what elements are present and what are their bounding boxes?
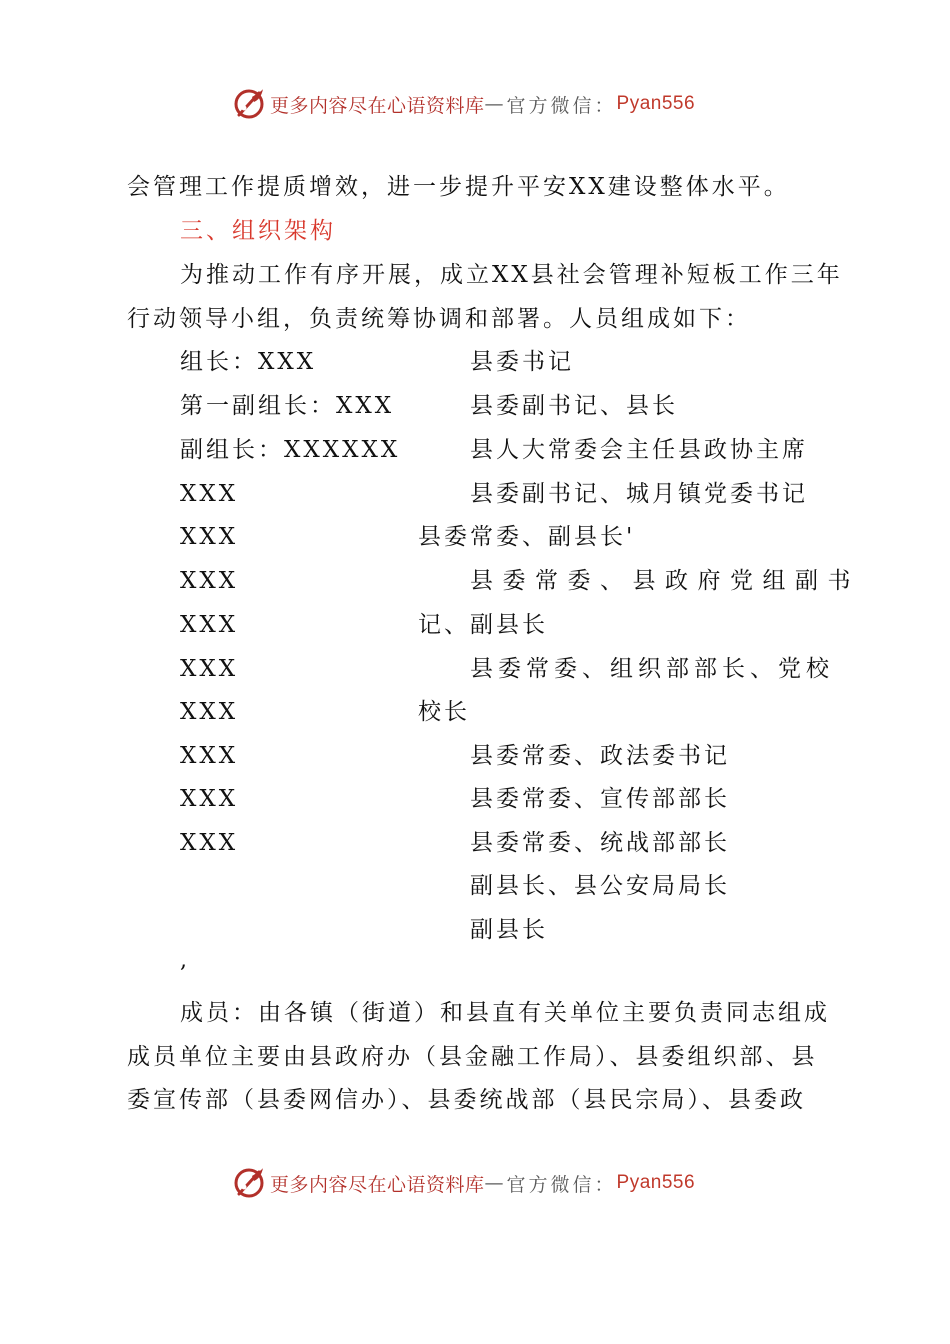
leader-name: XXX: [180, 612, 239, 638]
banner-separator: —: [484, 93, 507, 115]
banner-title: 更多内容尽在心语资料库: [270, 94, 485, 117]
leader-title: 校长: [418, 699, 470, 725]
banner-wechat-label: 官方微信：: [506, 94, 617, 117]
leader-title: 县委常委、宣传部部长: [470, 786, 730, 812]
leader-title: 县委常委、统战部部长: [470, 830, 730, 856]
leader-name: XXX: [180, 786, 239, 812]
quill-logo-icon: [232, 87, 266, 121]
banner-title: 更多内容尽在心语资料库: [270, 1173, 485, 1196]
leader-name: XXX: [180, 524, 239, 550]
leader-name: XXX: [180, 830, 239, 856]
leader-title: 县委副书记、县长: [470, 393, 678, 419]
intro-line-1: 为推动工作有序开展，成立XX县社会管理补短板工作三年: [180, 262, 843, 288]
leader-title: 副县长: [470, 917, 548, 943]
stray-mark: ,: [180, 948, 187, 973]
members-line-3: 委宣传部（县委网信办）、县委统战部（县民宗局）、县委政: [127, 1087, 806, 1113]
banner-wechat-id: Pyan556: [616, 93, 696, 114]
footer-banner: [232, 1165, 695, 1201]
leader-name: 副组长：XXXXXX: [180, 437, 401, 463]
paragraph-line: 会管理工作提质增效，进一步提升平安XX建设整体水平。: [127, 174, 790, 200]
leader-name: XXX: [180, 568, 239, 594]
leader-title: 县委常委、县政府党组副书: [470, 568, 860, 594]
leader-title: 县委常委、政法委书记: [470, 743, 730, 769]
quill-logo-icon: [232, 1166, 266, 1200]
leader-name: XXX: [180, 699, 239, 725]
intro-line-2: 行动领导小组，负责统筹协调和部署。人员组成如下：: [127, 306, 751, 332]
section-heading: 三、组织架构: [180, 218, 336, 244]
leader-title: 记、副县长: [418, 612, 548, 638]
header-banner: [232, 86, 695, 122]
leader-title: 副县长、县公安局局长: [470, 873, 730, 899]
leader-name: 组长：XXX: [180, 349, 317, 375]
leader-name: XXX: [180, 481, 239, 507]
leader-title: 县委书记: [470, 349, 574, 375]
leader-title: 县委常委、组织部部长、党校: [470, 656, 834, 682]
banner-wechat-id: Pyan556: [616, 1172, 696, 1193]
leader-title: 县人大常委会主任县政协主席: [470, 437, 808, 463]
leader-name: XXX: [180, 743, 239, 769]
leader-name: XXX: [180, 656, 239, 682]
members-line-1: 成员：由各镇（街道）和县直有关单位主要负责同志组成: [180, 1000, 830, 1026]
banner-separator: —: [484, 1172, 507, 1194]
leader-name: 第一副组长：XXX: [180, 393, 395, 419]
members-line-2: 成员单位主要由县政府办（县金融工作局）、县委组织部、县: [127, 1044, 818, 1070]
banner-wechat-label: 官方微信：: [506, 1173, 617, 1196]
leader-title: 县委常委、副县长': [418, 524, 636, 550]
leader-title: 县委副书记、城月镇党委书记: [470, 481, 808, 507]
